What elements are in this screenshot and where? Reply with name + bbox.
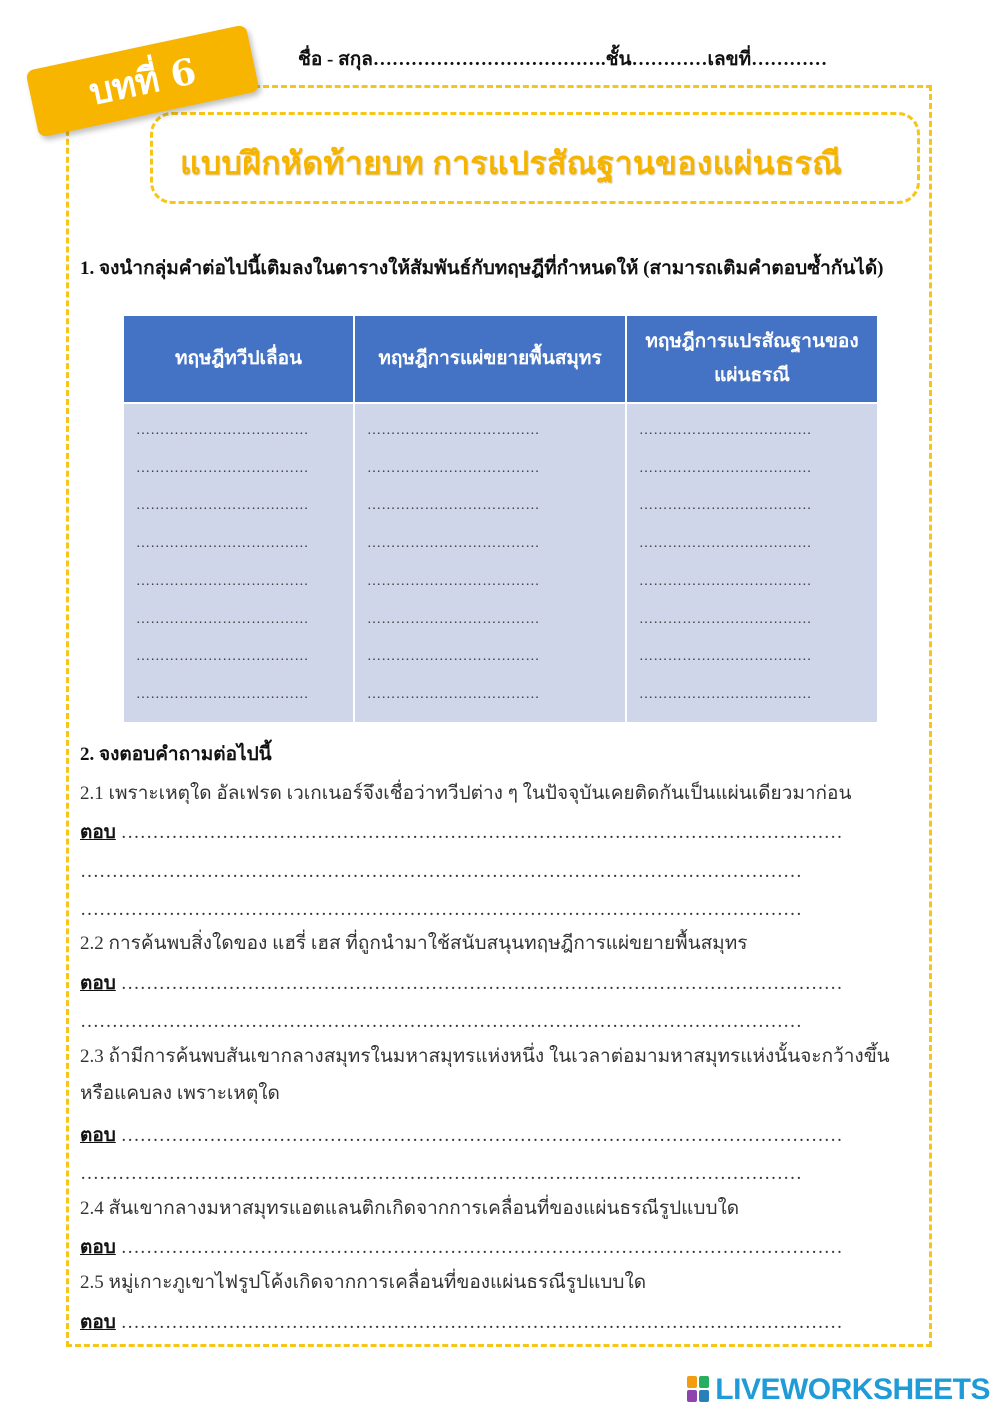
question-2-4: 2.4 สันเขากลางมหาสมุทรแอตแลนติกเกิดจากการเคลื่อนที่ของแผ่นธรณีรูปแบบใด xyxy=(80,1198,740,1219)
column-header-plate-tectonics: ทฤษฎีการแปรสัณฐานของแผ่นธรณี xyxy=(626,315,878,403)
chapter-tag: บทที่ 6 xyxy=(25,24,259,137)
blank-line[interactable]: ……………………………… xyxy=(639,649,812,665)
blank-line[interactable]: ……………………………… xyxy=(367,536,540,552)
blank-line[interactable]: ……………………………… xyxy=(136,686,309,702)
liveworksheets-brand[interactable] xyxy=(687,1373,990,1407)
blank-line[interactable]: ……………………………… xyxy=(136,649,309,665)
blank-line[interactable]: ……………………………… xyxy=(367,573,540,589)
blank-line[interactable]: ……………………………… xyxy=(367,686,540,702)
answer-cell-seafloor-spreading[interactable] xyxy=(354,403,626,723)
blank-line[interactable]: ……………………………… xyxy=(136,423,309,438)
blank-line[interactable]: ……………………………… xyxy=(639,423,812,438)
blank-line[interactable]: ……………………………… xyxy=(136,460,309,476)
name-class-number-line: ชื่อ - สกุล……………………………….ชั้น…………เลขที่………… xyxy=(298,49,828,70)
answer-label: ตอบ xyxy=(80,1125,116,1146)
answer-label: ตอบ xyxy=(80,1312,116,1333)
blank-line[interactable]: ……………………………… xyxy=(639,686,812,702)
answer-label: ตอบ xyxy=(80,1237,116,1258)
blank-line[interactable]: ……………………………… xyxy=(367,498,540,514)
answer-cell-continental-drift[interactable] xyxy=(123,403,354,723)
answer-line-2-3-cont[interactable]: …………………………………………………………………………………………………… xyxy=(80,1163,802,1184)
answer-line-2-2-cont[interactable]: …………………………………………………………………………………………………… xyxy=(80,1011,802,1032)
question-2-1: 2.1 เพราะเหตุใด อัลเฟรด เวเกเนอร์จึงเชื่อว่าทวีปต่าง ๆ ในปัจจุบันเคยติดกันเป็นแผ่นเดียวมาก่อน xyxy=(80,783,852,804)
answer-line-2-3[interactable]: ตอบ …………………………………………………………………………………………………… xyxy=(80,1125,843,1146)
blank-line[interactable]: ……………………………… xyxy=(639,460,812,476)
blank-line[interactable]: ……………………………… xyxy=(639,573,812,589)
answer-line-2-1-cont[interactable]: …………………………………………………………………………………………………… xyxy=(80,899,802,920)
blank-line[interactable]: ……………………………… xyxy=(367,649,540,665)
answer-line-2-1[interactable]: ตอบ …………………………………………………………………………………………………… xyxy=(80,822,843,843)
blank-line[interactable]: ……………………………… xyxy=(639,611,812,627)
answer-cell-plate-tectonics[interactable] xyxy=(626,403,878,723)
blank-line[interactable]: ……………………………… xyxy=(136,611,309,627)
question-2-2: 2.2 การค้นพบสิ่งใดของ แฮรี่ เฮส ที่ถูกนำมาใช้สนับสนุนทฤษฎีการแผ่ขยายพื้นสมุทร xyxy=(80,933,748,954)
answer-label: ตอบ xyxy=(80,822,116,843)
blank-line[interactable]: ……………………………… xyxy=(639,498,812,514)
answer-label: ตอบ xyxy=(80,973,116,994)
answer-line-2-1-cont[interactable]: …………………………………………………………………………………………………… xyxy=(80,861,802,882)
column-header-continental-drift: ทฤษฎีทวีปเลื่อน xyxy=(123,315,354,403)
question-2-5: 2.5 หมู่เกาะภูเขาไฟรูปโค้งเกิดจากการเคลื่อนที่ของแผ่นธรณีรูปแบบใด xyxy=(80,1272,647,1293)
question-2-heading: 2. จงตอบคำถามต่อไปนี้ xyxy=(80,744,272,765)
question-2-3: 2.3 ถ้ามีการค้นพบสันเขากลางสมุทรในมหาสมุทรแห่งหนึ่ง ในเวลาต่อมามหาสมุทรแห่งนั้นจะกว้างขึ้น หรือแคบลง เพราะเหตุใด xyxy=(80,1046,890,1104)
answer-line-2-2[interactable]: ตอบ …………………………………………………………………………………………………… xyxy=(80,973,843,994)
blank-line[interactable]: ……………………………… xyxy=(136,573,309,589)
question-1-text: 1. จงนำกลุ่มคำต่อไปนี้เติมลงในตารางให้สัมพันธ์กับทฤษฎีที่กำหนดให้ (สามารถเติมคำตอบซ้ำกันได้) xyxy=(80,258,884,279)
blank-line[interactable]: ……………………………… xyxy=(367,460,540,476)
theory-table xyxy=(122,314,879,724)
answer-line-2-4[interactable]: ตอบ …………………………………………………………………………………………………… xyxy=(80,1237,843,1258)
blank-line[interactable]: ……………………………… xyxy=(136,498,309,514)
answer-line-2-5[interactable]: ตอบ …………………………………………………………………………………………………… xyxy=(80,1312,843,1333)
page-title: แบบฝึกหัดท้ายบท การแปรสัณฐานของแผ่นธรณี xyxy=(180,145,843,181)
brand-name: LIVEWORKSHEETS xyxy=(715,1373,990,1406)
blank-line[interactable]: ……………………………… xyxy=(639,536,812,552)
blank-line[interactable]: ……………………………… xyxy=(136,536,309,552)
liveworksheets-logo-icon xyxy=(687,1376,711,1404)
blank-line[interactable]: ……………………………… xyxy=(367,611,540,627)
blank-line[interactable]: ……………………………… xyxy=(367,423,540,438)
column-header-seafloor-spreading: ทฤษฎีการแผ่ขยายพื้นสมุทร xyxy=(354,315,626,403)
